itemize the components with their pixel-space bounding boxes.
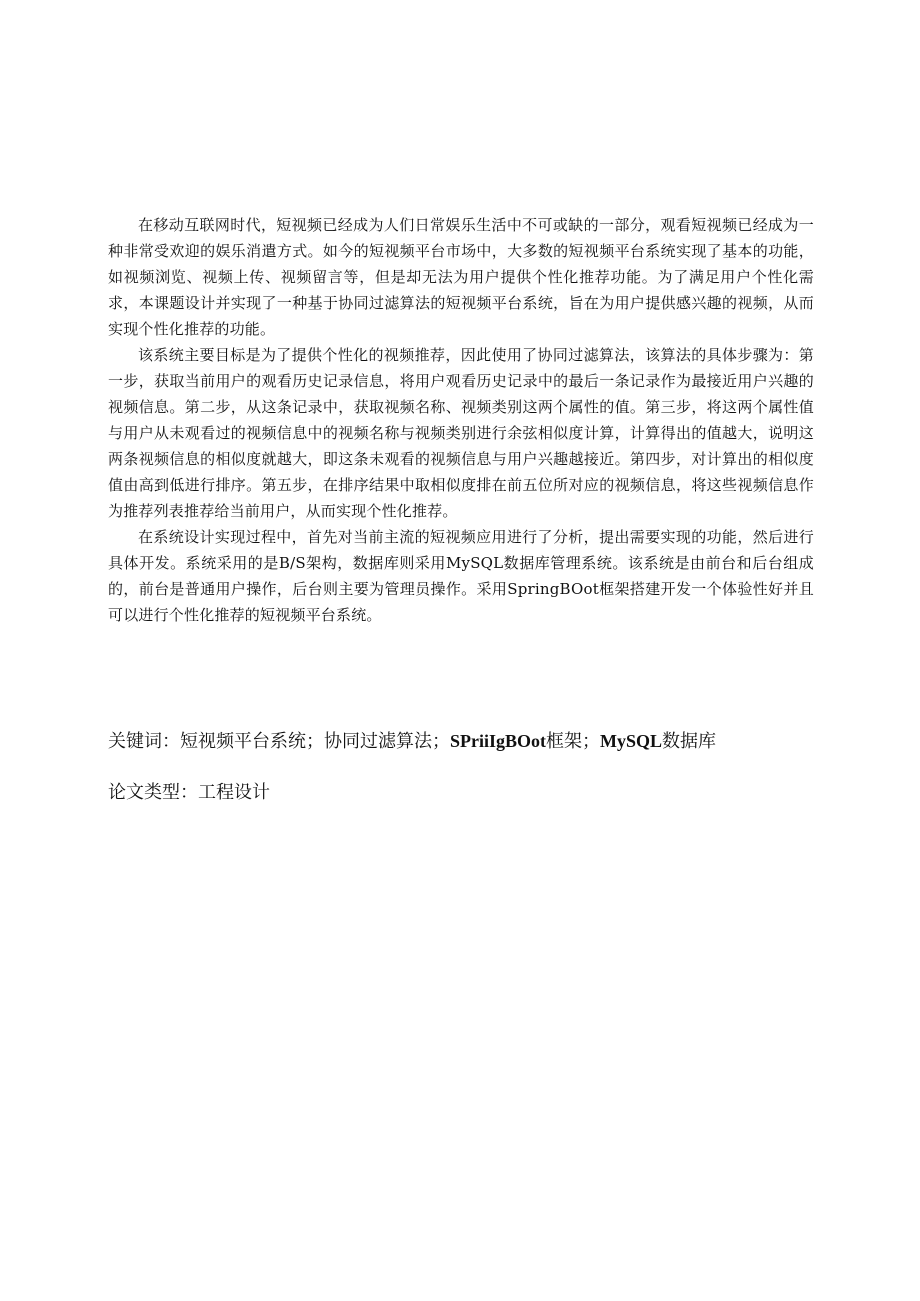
abstract-paragraph-1: 在移动互联网时代，短视频已经成为人们日常娱乐生活中不可或缺的一部分，观看短视频已经成为一种非常受欢迎的娱乐消遣方式。如今的短视频平台市场中，大多数的短视频平台系统实现了基本的功能，如视频浏览、视频上传、视频留言等，但是却无法为用户提供个性化推荐功能。为了满足用户个性化需求，本课题设计并实现了一种基于协同过滤算法的短视频平台系统，旨在为用户提供感兴趣的视频，从而实现个性化推荐的功能。 <box>108 216 814 338</box>
thesis-type-value: 工程设计 <box>198 782 270 803</box>
abstract-paragraph-3: 在系统设计实现过程中，首先对当前主流的短视频应用进行了分析，提出需要实现的功能，然后进行具体开发。系统采用的是B/S架构，数据库则采用MySQL数据库管理系统。该系统是由前台和后台组成的，前台是普通用户操作，后台则主要为管理员操作。采用SpringBOot框架搭建开发一个体验性好并且可以进行个性化推荐的短视频平台系统。 <box>108 528 814 624</box>
keywords-label: 关键词： <box>108 731 180 752</box>
thesis-type-line <box>108 780 708 806</box>
abstract-body <box>108 212 814 628</box>
thesis-type-label: 论文类型： <box>108 782 198 803</box>
keyword-3-cn: 框架； <box>546 731 601 752</box>
keyword-4-cn: 数据库 <box>662 731 717 752</box>
keyword-4-latin: MySQL <box>600 731 663 751</box>
keyword-2: 协同过滤算法； <box>324 731 450 752</box>
keyword-1: 短视频平台系统； <box>180 731 324 752</box>
keyword-3-latin: SPriiIgBOot <box>450 731 547 751</box>
keywords-line <box>108 728 828 755</box>
abstract-paragraph-2: 该系统主要目标是为了提供个性化的视频推荐，因此使用了协同过滤算法，该算法的具体步骤为：第一步，获取当前用户的观看历史记录信息，将用户观看历史记录中的最后一条记录作为最接近用户兴趣的视频信息。第二步，从这条记录中，获取视频名称、视频类别这两个属性的值。第三步，将这两个属性值与用户从未观看过的视频信息中的视频名称与视频类别进行余弦相似度计算，计算得出的值越大，说明这两条视频信息的相似度就越大，即这条未观看的视频信息与用户兴趣越接近。第四步，对计算出的相似度值由高到低进行排序。第五步，在排序结果中取相似度排在前五位所对应的视频信息，将这些视频信息作为推荐列表推荐给当前用户，从而实现个性化推荐。 <box>108 346 814 520</box>
